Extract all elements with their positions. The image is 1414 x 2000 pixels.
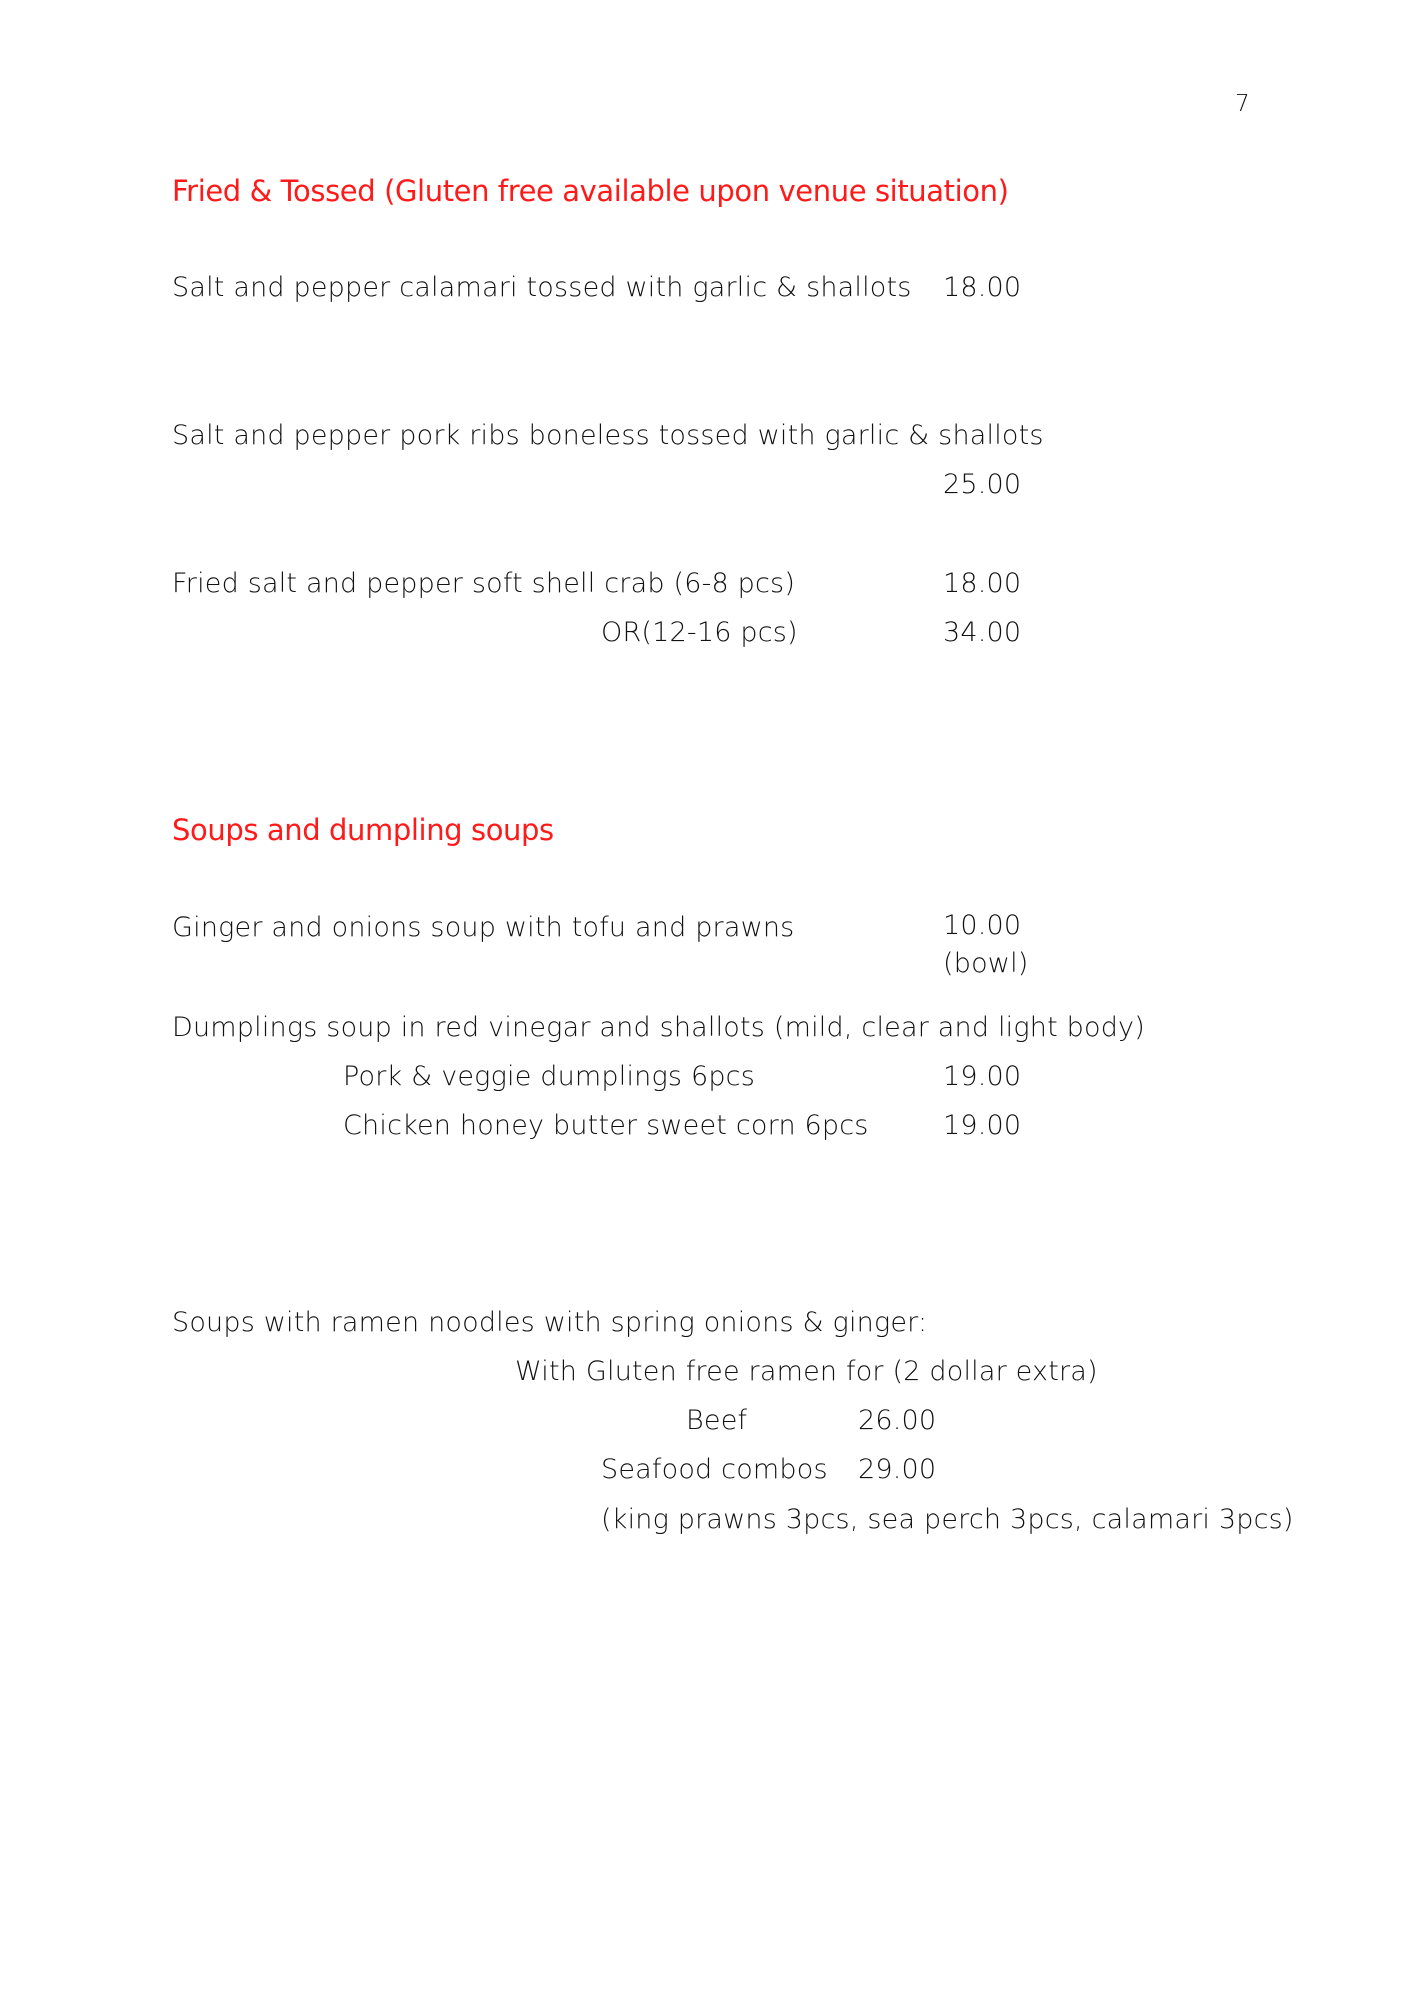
page-number: 7 [1235, 91, 1250, 117]
menu-item-price-ginger-soup: 10.00 [943, 910, 1022, 941]
menu-item-price-soft-shell-crab-large: 34.00 [943, 617, 1022, 648]
menu-item-price-soft-shell-crab: 18.00 [943, 568, 1022, 599]
menu-item-price-calamari: 18.00 [943, 272, 1022, 303]
menu-item-name-ramen-soup: Soups with ramen noodles with spring onions & ginger: [172, 1307, 928, 1338]
menu-note-seafood-combo-contents: (king prawns 3pcs, sea perch 3pcs, calamari 3pcs) [601, 1504, 1294, 1535]
menu-item-price-pork-dumplings: 19.00 [943, 1061, 1022, 1092]
menu-note-gluten-free-ramen: With Gluten free ramen for (2 dollar extra) [515, 1356, 1098, 1387]
section-heading-fried: Fried & Tossed (Gluten free available upon venue situation) [172, 174, 1009, 208]
menu-item-option-soft-shell-crab-large: OR(12-16 pcs) [601, 617, 798, 648]
menu-item-name-soft-shell-crab: Fried salt and pepper soft shell crab (6-8 pcs) [172, 568, 796, 599]
menu-item-name-seafood-ramen: Seafood combos [601, 1454, 828, 1485]
menu-item-unit-ginger-soup: (bowl) [943, 948, 1029, 979]
menu-item-name-ginger-soup: Ginger and onions soup with tofu and prawns [172, 912, 795, 943]
menu-item-name-pork-dumplings: Pork & veggie dumplings 6pcs [343, 1061, 755, 1092]
menu-item-name-chicken-dumplings: Chicken honey butter sweet corn 6pcs [343, 1110, 869, 1141]
menu-item-price-beef-ramen: 26.00 [858, 1405, 937, 1436]
menu-item-name-dumplings-soup: Dumplings soup in red vinegar and shallots (mild, clear and light body) [172, 1012, 1145, 1043]
section-heading-soups: Soups and dumpling soups [172, 813, 554, 847]
menu-item-price-chicken-dumplings: 19.00 [943, 1110, 1022, 1141]
menu-item-name-pork-ribs: Salt and pepper pork ribs boneless tossed with garlic & shallots [172, 420, 1044, 451]
menu-item-name-beef-ramen: Beef [686, 1405, 748, 1436]
menu-item-price-seafood-ramen: 29.00 [858, 1454, 937, 1485]
menu-item-name-calamari: Salt and pepper calamari tossed with garlic & shallots [172, 272, 912, 303]
menu-item-price-pork-ribs: 25.00 [943, 469, 1022, 500]
